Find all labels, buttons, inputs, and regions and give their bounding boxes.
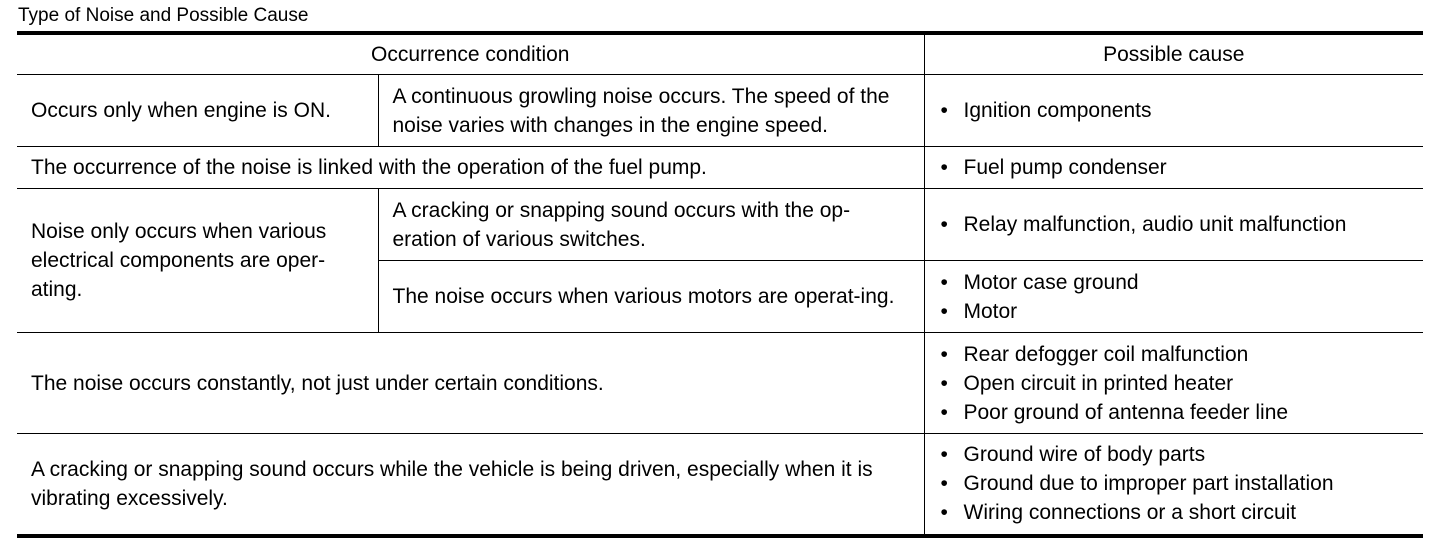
table-caption: Type of Noise and Possible Cause [18, 5, 309, 26]
cause-list [939, 96, 1410, 125]
cause-list [939, 210, 1410, 239]
detail-cell: The noise occurs when various motors are operat-ing. [378, 261, 924, 333]
cause-cell [924, 189, 1423, 261]
cause-item: • Open circuit in printed heater [939, 369, 1410, 398]
cause-item: • Motor [939, 297, 1410, 326]
cause-list [939, 268, 1410, 326]
header-row [17, 33, 1423, 75]
cause-item: • Motor case ground [939, 268, 1410, 297]
cause-cell [924, 333, 1423, 434]
table-row [17, 75, 1423, 147]
header-possible-cause: Possible cause [924, 33, 1423, 75]
condition-cell: The occurrence of the noise is linked with the operation of the fuel pump. [17, 147, 924, 189]
cause-list [939, 340, 1410, 427]
cause-list [939, 440, 1410, 527]
cause-cell [924, 434, 1423, 536]
cause-item: • Rear defogger coil malfunction [939, 340, 1410, 369]
cause-item: • Ground wire of body parts [939, 440, 1410, 469]
condition-cell: The noise occurs constantly, not just under certain conditions. [17, 333, 924, 434]
cause-item: • Ignition components [939, 96, 1410, 125]
cause-item: • Poor ground of antenna feeder line [939, 398, 1410, 427]
table-row [17, 434, 1423, 536]
cause-item: • Ground due to improper part installation [939, 469, 1410, 498]
table-row [17, 147, 1423, 189]
detail-cell: A cracking or snapping sound occurs with the op-eration of various switches. [378, 189, 924, 261]
condition-cell: Noise only occurs when various electrical components are oper-ating. [17, 189, 378, 333]
cause-cell [924, 75, 1423, 147]
cause-list [939, 153, 1410, 182]
condition-cell: Occurs only when engine is ON. [17, 75, 378, 147]
detail-cell: A continuous growling noise occurs. The speed of the noise varies with changes in the engine speed. [378, 75, 924, 147]
noise-cause-table [17, 31, 1423, 538]
table-row [17, 333, 1423, 434]
table-row [17, 189, 1423, 261]
cause-item: • Relay malfunction, audio unit malfunction [939, 210, 1410, 239]
cause-cell [924, 261, 1423, 333]
condition-cell: A cracking or snapping sound occurs while the vehicle is being driven, especially when it is vibrating excessively. [17, 434, 924, 536]
cause-cell [924, 147, 1423, 189]
cause-item: • Fuel pump condenser [939, 153, 1410, 182]
cause-item: • Wiring connections or a short circuit [939, 498, 1410, 527]
header-occurrence-condition: Occurrence condition [17, 33, 924, 75]
